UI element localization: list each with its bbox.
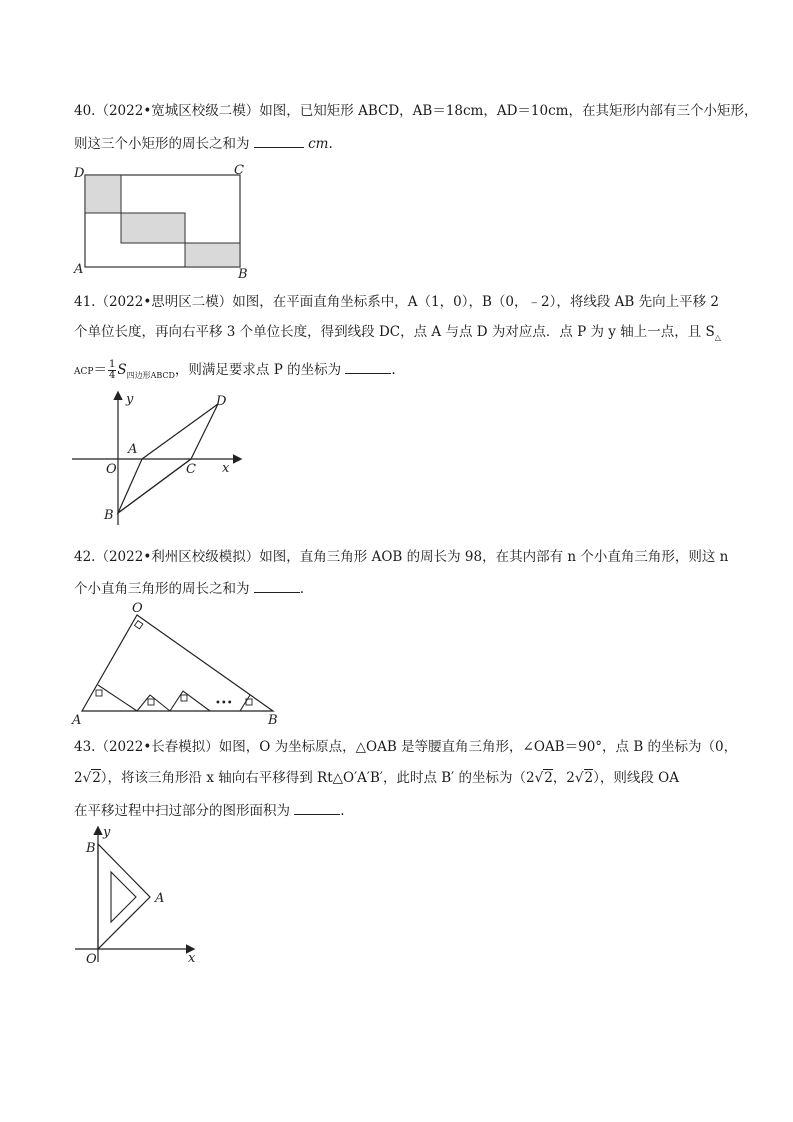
q43-line1: 43.（2022•长春模拟）如图，O 为坐标原点，△OAB 是等腰直角三角形，∠OAB＝90°，点 B 的坐标为（0， xyxy=(74,739,738,755)
q40-label-A: A xyxy=(74,262,84,277)
q42-label-B: B xyxy=(268,713,278,728)
q41-figure xyxy=(70,387,260,527)
q42-small-triangle-3 xyxy=(170,691,210,711)
q43-line2: 2√2），将该三角形沿 x 轴向右平移得到 Rt△O′A′B′，此时点 B′ 的坐标为（2√2，2√2），则线段 OA xyxy=(74,770,679,786)
q42-big-triangle xyxy=(82,615,273,711)
q41-triangle-sub: △ xyxy=(714,333,721,342)
q42-small-triangle-n xyxy=(240,695,250,711)
q40-unit: cm. xyxy=(308,136,333,152)
q43-line3 xyxy=(74,800,345,821)
q40-small-rect-1 xyxy=(85,175,121,213)
q41-line2 xyxy=(74,322,721,348)
q43-line3-text: 在平移过程中扫过部分的图形面积为 xyxy=(74,803,290,819)
q40-answer-blank[interactable] xyxy=(254,133,304,148)
q41-label-C: C xyxy=(186,462,196,477)
q41-eq: ＝ xyxy=(93,362,107,378)
q41-label-A: A xyxy=(128,442,138,457)
q43-line2-text: ），将该三角形沿 x 轴向右平移得到 Rt△O′A′B′，此时点 B′ 的坐标为（2 xyxy=(100,770,535,786)
q43-line2-end: ），则线段 OA xyxy=(593,770,679,786)
q40-small-rect-3 xyxy=(185,243,240,267)
q42-end: . xyxy=(299,581,305,597)
q41-end: . xyxy=(391,362,396,378)
q41-answer-blank[interactable] xyxy=(345,359,391,374)
q43-label-x: x xyxy=(188,951,196,966)
q43-sqrt3: 2 xyxy=(584,770,594,786)
q41-line3-text: ，则满足要求点 P 的坐标为 xyxy=(174,362,342,378)
q41-line3 xyxy=(74,359,396,386)
q41-label-O: O xyxy=(106,462,117,477)
q42-line2-text: 个小直角三角形的周长之和为 xyxy=(74,581,250,597)
q43-triangle-OAB xyxy=(98,844,150,949)
q43-answer-blank[interactable] xyxy=(294,800,340,815)
q43-sqrt2: 2 xyxy=(544,770,553,786)
q42-label-O: O xyxy=(132,601,143,616)
q42-answer-blank[interactable] xyxy=(254,578,300,593)
q41-quad-sub: 四边形ABCD xyxy=(126,371,175,380)
q43-coef3: ，2 xyxy=(552,770,575,786)
q41-acp-sub: ACP xyxy=(74,367,94,377)
q40-line2-text: 则这三个小矩形的周长之和为 xyxy=(74,136,250,152)
q41-label-D: D xyxy=(216,394,227,409)
q40-label-B: B xyxy=(238,267,248,282)
q41-label-y: y xyxy=(126,392,134,407)
q41-label-x: x xyxy=(222,461,230,476)
q43-sqrt1: 2 xyxy=(92,770,101,786)
q43-label-y: y xyxy=(103,825,111,840)
q42-line2 xyxy=(74,578,304,599)
q40-figure xyxy=(70,162,260,280)
q40-line1: 40.（2022•宽城区校级二模）如图，已知矩形 ABCD，AB＝18cm，AD＝10cm，在其矩形内部有三个小矩形， xyxy=(74,103,758,119)
q43-figure xyxy=(75,822,215,967)
q43-label-A: A xyxy=(155,891,165,906)
q41-fraction: $\frac{1}{4}$ xyxy=(108,359,116,381)
q42-line1: 42.（2022•利州区校级模拟）如图，直角三角形 AOB 的周长为 98，在其内部有 n 个小直角三角形，则这 n xyxy=(74,549,729,565)
q43-label-O: O xyxy=(86,952,97,967)
q40-line2 xyxy=(74,133,333,154)
q43-end: . xyxy=(340,803,345,819)
q42-label-A: A xyxy=(72,713,82,728)
q41-s: S xyxy=(117,362,127,378)
q40-label-C: C xyxy=(234,163,244,178)
q42-dots: ••• xyxy=(215,698,233,709)
q40-label-D: D xyxy=(74,166,85,181)
q40-small-rect-2 xyxy=(121,213,185,243)
q41-label-B: B xyxy=(104,508,114,523)
q43-coef1: 2 xyxy=(74,770,83,786)
q41-line1: 41.（2022•思明区二模）如图，在平面直角坐标系中，A（1，0），B（0，﹣2），将线段 AB 先向上平移 2 xyxy=(74,294,719,310)
q43-label-B: B xyxy=(86,841,96,856)
q41-line2-text: 个单位长度，再向右平移 3 个单位长度，得到线段 DC，点 A 与点 D 为对应点．点 P 为 y 轴上一点，且 S xyxy=(74,324,715,340)
q42-small-triangle-2 xyxy=(137,695,170,711)
q42-figure xyxy=(70,601,285,730)
